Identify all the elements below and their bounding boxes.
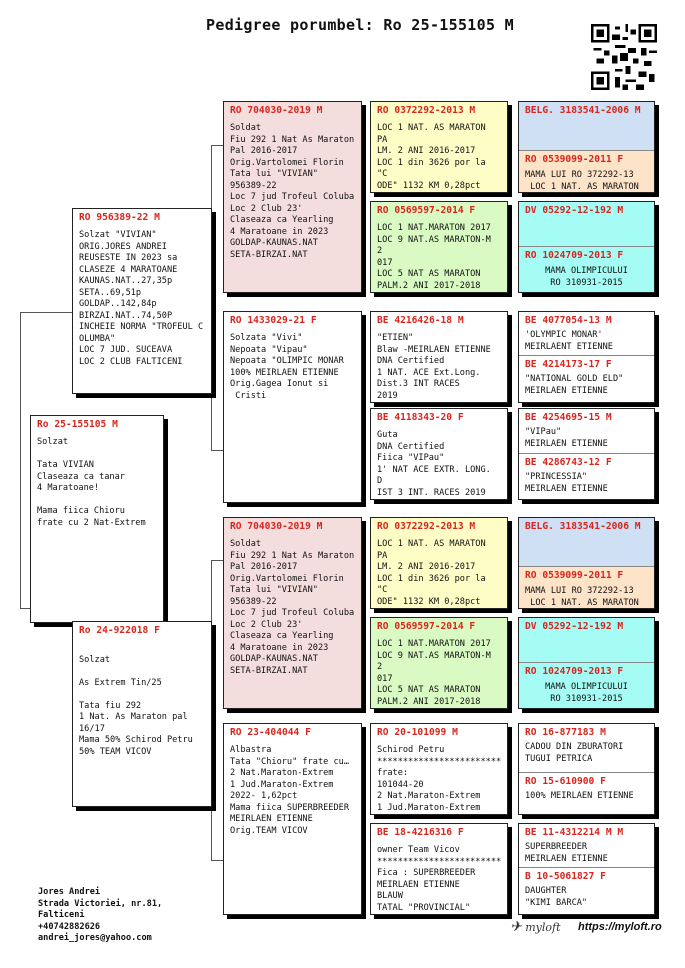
website-link[interactable]: https://myloft.ro (578, 921, 662, 933)
maternal-grandmother-card[interactable] (223, 723, 362, 915)
tree-connector (20, 312, 21, 609)
ring-number: BE 4077054-13 M (525, 315, 612, 326)
ancestor-card-gen4[interactable] (518, 517, 655, 609)
card-notes: MAMA LUI RO 372292-13 LOC 1 NAT. AS MARATON (525, 170, 639, 192)
ring-number: BE 4118343-20 F (377, 412, 464, 423)
ancestor-card-gen3[interactable] (370, 723, 508, 815)
card-notes: Solzat Tata VIVIAN Claseaza ca tanar 4 Maratoane! Mama fiica Chioru frate cu 2 Nat-Extrem (37, 437, 146, 528)
card-notes: LOC 1 NAT.MARATON 2017 LOC 9 NAT.AS MARATON-M 2 017 LOC 5 NAT AS MARATON PALM.2 ANI 2017-2018 (377, 223, 491, 291)
bird-icon: ✈ (510, 919, 522, 935)
card-notes: "ETIEN" Blaw -MEIRLAEN ETIENNE DNA Certified 1 NAT. ACE Ext.Long. Dist.3 INT RACES 2019 (377, 333, 491, 401)
ring-number: RO 1024709-2013 F (525, 666, 624, 677)
ancestor-card-gen3[interactable] (370, 517, 508, 609)
tree-connector (211, 450, 223, 451)
card-notes: LOC 1 NAT. AS MARATON PA LM. 2 ANI 2016-2017 LOC 1 din 3626 por la "C ODE" 1132 KM 0,28pct (377, 123, 486, 191)
maternal-grandfather-card[interactable] (223, 517, 362, 709)
card-notes: SUPERBREEDER MEIRLAEN ETIENNE (525, 842, 608, 864)
card-notes: MAMA OLIMPICULUI RO 310931-2015 (545, 682, 628, 704)
ancestor-card-gen3[interactable] (370, 201, 508, 293)
ring-number: BE 4216426-18 M (377, 315, 464, 326)
card-notes: Soldat Fiu 292 1 Nat As Maraton Pal 2016-2017 Orig.Vartolomei Florin Tata lui "VIVIAN" 956389-22 Loc 7 jud Trofeul Coluba Loc 2 Club 23' Claseaza ca Yearling 4 Maratoane in 2023 GOLDAP-KAUNAS.NAT SETA-BIRZAI.NAT (230, 539, 355, 676)
card-notes: 100% MEIRLAEN ETIENNE (525, 791, 634, 801)
ancestor-card-gen4[interactable] (518, 101, 655, 193)
ancestor-card-gen3[interactable] (370, 823, 508, 915)
tree-connector (211, 560, 223, 561)
ancestor-card-gen3[interactable] (370, 617, 508, 709)
ring-number: RO 0569597-2014 F (377, 205, 476, 216)
owner-city: Falticeni (38, 910, 85, 920)
logo-text: myloft (525, 921, 561, 934)
card-notes: LOC 1 NAT.MARATON 2017 LOC 9 NAT.AS MARATON-M 2 017 LOC 5 NAT AS MARATON PALM.2 ANI 2017-2018 (377, 639, 491, 707)
ring-number: BE 4286743-12 F (525, 457, 612, 468)
card-notes: "NATIONAL GOLD ELD" MEIRLAEN ETIENNE (525, 374, 624, 396)
page-title: Pedigree porumbel: Ro 25-155105 M (206, 16, 514, 34)
qr-code (591, 24, 657, 90)
ring-number: RO 956389-22 M (79, 212, 160, 223)
ring-number: RO 1024709-2013 F (525, 250, 624, 261)
ring-number: RO 16-877183 M (525, 727, 606, 738)
ring-number: DV 05292-12-192 M (525, 621, 624, 632)
card-notes: Soldat Fiu 292 1 Nat As Maraton Pal 2016-2017 Orig.Vartolomei Florin Tata lui "VIVIAN" 956389-22 Loc 7 jud Trofeul Coluba Loc 2 Club 23' Claseaza ca Yearling 4 Maratoane in 2023 GOLDAP-KAUNAS.NAT SETA-BIRZAI.NAT (230, 123, 355, 260)
ancestor-card-gen4[interactable] (518, 408, 655, 500)
card-notes: Solzat As Extrem Tin/25 Tata fiu 292 1 Nat. As Maraton pal 16/17 Mama 50% Schirod Petru 50% TEAM VICOV (79, 654, 193, 757)
ring-number: BELG. 3183541-2006 M (525, 105, 641, 116)
ring-number: RO 704030-2019 M (230, 105, 323, 116)
ancestor-card-gen4[interactable] (518, 723, 655, 815)
ring-number: RO 20-101099 M (377, 727, 458, 738)
ring-number: BELG. 3183541-2006 M (525, 521, 641, 532)
card-notes: Guta DNA Certified Fiica "VIPau" 1' NAT ACE EXTR. LONG. D IST 3 INT. RACES 2019 (377, 430, 491, 498)
owner-phone: +40742882626 (38, 921, 101, 932)
tree-connector (211, 860, 223, 861)
owner-contact (38, 887, 162, 945)
card-notes: MAMA OLIMPICULUI RO 310931-2015 (545, 266, 628, 288)
ring-number: RO 0372292-2013 M (377, 105, 476, 116)
ring-number: RO 0539099-2011 F (525, 154, 624, 165)
ring-number: RO 0539099-2011 F (525, 570, 624, 581)
ring-number: DV 05292-12-192 M (525, 205, 624, 216)
tree-connector (20, 312, 72, 313)
card-notes: owner Team Vicov ************************ Fica : SUPERBREEDER MEIRLAEN ETIENNE BLAUW TATAL "PROVINCIAL" (377, 845, 502, 913)
ring-number: Ro 25-155105 M (37, 419, 118, 430)
card-notes: DAUGHTER "KIMI BARCA" (525, 886, 588, 908)
subject-card[interactable] (30, 415, 164, 623)
ancestor-card-gen4[interactable] (518, 823, 655, 915)
card-notes: "PRINCESSIA" MEIRLAEN ETIENNE (525, 472, 608, 494)
card-notes: LOC 1 NAT. AS MARATON PA LM. 2 ANI 2016-2017 LOC 1 din 3626 por la "C ODE" 1132 KM 0,28pct (377, 539, 486, 607)
card-notes: Schirod Petru ************************ frate: 101044-20 2 Nat.Maraton-Extrem 1 Jud.Maraton-Extrem (377, 745, 502, 813)
card-notes: CADOU DIN ZBURATORI TUGUI PETRICA (525, 742, 624, 764)
father-card[interactable] (72, 208, 212, 394)
tree-connector (211, 145, 223, 146)
card-notes: Albastra Tata "Chioru" frate cu… 2 Nat.Maraton-Extrem 1 Jud.Maraton-Extrem 2022- 1,62pct Mama fiica SUPERBREEDER MEIRLAEN ETIENNE Orig.TEAM VICOV (230, 745, 349, 836)
ancestor-card-gen3[interactable] (370, 311, 508, 403)
paternal-grandmother-card[interactable] (223, 311, 362, 503)
paternal-grandfather-card[interactable] (223, 101, 362, 293)
mother-card[interactable] (72, 621, 212, 807)
ring-number: RO 0372292-2013 M (377, 521, 476, 532)
card-notes: "VIPau" MEIRLAEN ETIENNE (525, 427, 608, 449)
ring-number: BE 11-4312214 M M (525, 827, 624, 838)
ring-number: RO 23-404044 F (230, 727, 311, 738)
myloft-logo (510, 919, 561, 935)
ancestor-card-gen4[interactable] (518, 201, 655, 293)
ring-number: BE 18-4216316 F (377, 827, 464, 838)
ring-number: RO 1433029-21 F (230, 315, 317, 326)
ring-number: B 10-5061827 F (525, 871, 606, 882)
ring-number: BE 4214173-17 F (525, 359, 612, 370)
ring-number: BE 4254695-15 M (525, 412, 612, 423)
owner-name: Jores Andrei (38, 887, 101, 897)
ring-number: Ro 24-922018 F (79, 625, 160, 636)
card-notes: MAMA LUI RO 372292-13 LOC 1 NAT. AS MARATON (525, 586, 639, 608)
card-notes: Solzat "VIVIAN" ORIG.JORES ANDREI REUSESTE IN 2023 sa CLASEZE 4 MARATOANE KAUNAS.NAT..27,35p SETA..69,51p GOLDAP..142,84p BIRZAI.NAT..74,50P INCHEIE NORMA "TROFEUL C OLUMBA" LOC 7 JUD. SUCEAVA LOC 2 CLUB FALTICENI (79, 230, 204, 367)
card-notes: Solzata "Vivi" Nepoata "Vipau" Nepoata "OLIMPIC MONAR 100% MEIRLAEN ETIENNE Orig.Gagea Ionut si Cristi (230, 333, 344, 401)
owner-email[interactable]: andrei_jores@yahoo.com (38, 933, 152, 943)
ancestor-card-gen3[interactable] (370, 101, 508, 193)
ancestor-card-gen4[interactable] (518, 617, 655, 709)
ancestor-card-gen3[interactable] (370, 408, 508, 500)
card-notes: 'OLYMPIC MONAR' MEIRLAENT ETIENNE (525, 330, 613, 352)
ring-number: RO 0569597-2014 F (377, 621, 476, 632)
owner-address: Strada Victoriei, nr.81, (38, 898, 163, 909)
ancestor-card-gen4[interactable] (518, 311, 655, 403)
ring-number: RO 704030-2019 M (230, 521, 323, 532)
ring-number: RO 15-610900 F (525, 776, 606, 787)
